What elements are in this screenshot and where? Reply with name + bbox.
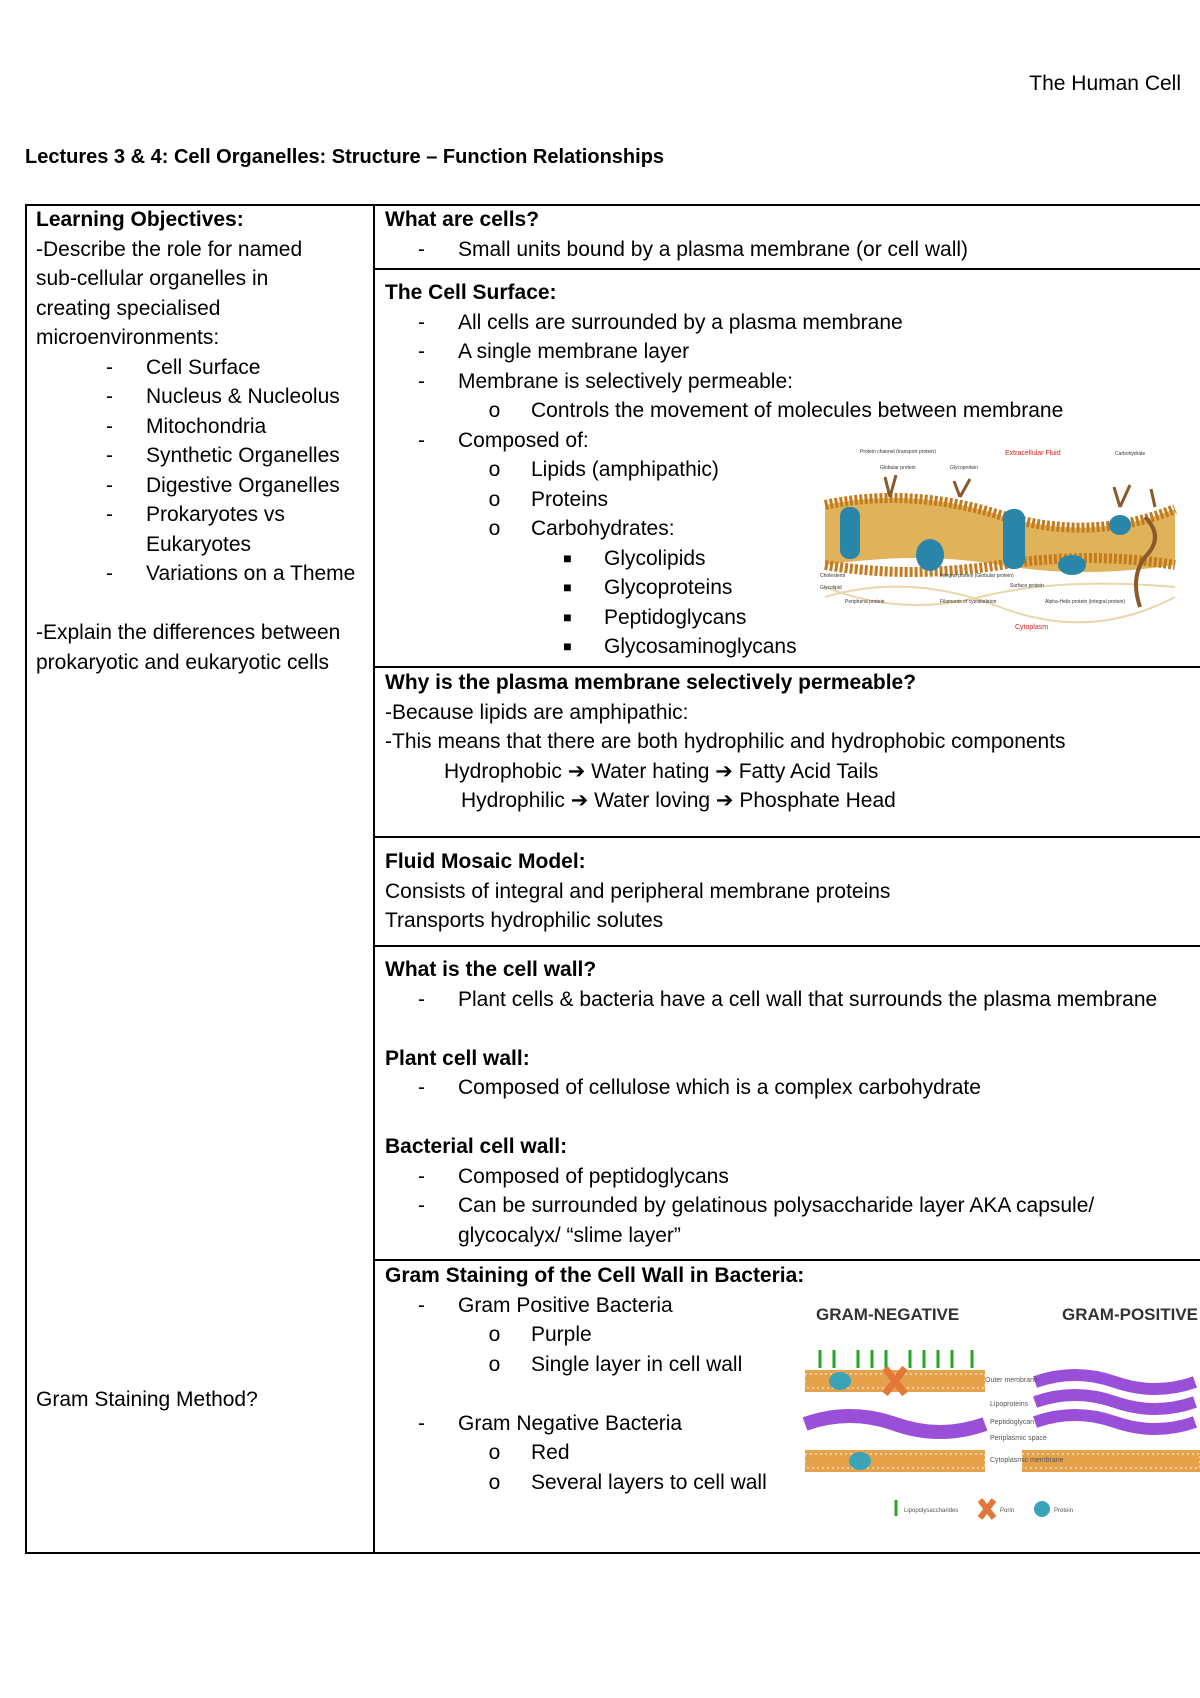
list-item: - Small units bound by a plasma membrane (or cell wall) [418, 237, 969, 261]
list-item: - Composed of: [418, 428, 589, 452]
gram-legend-label: Porin [1000, 1508, 1015, 1514]
list-item: Eukaryotes [146, 532, 252, 556]
hydrophilic-line: Hydrophilic ➔ Water loving ➔ Phosphate Head [461, 789, 896, 812]
list-item: - Composed of peptidoglycans [418, 1164, 729, 1188]
section-heading: The Cell Surface: [385, 281, 557, 304]
plasma-membrane-diagram [820, 447, 1180, 637]
section-heading: Bacterial cell wall: [385, 1135, 568, 1158]
membrane-label: Surface protein [1010, 583, 1044, 589]
gram-layer-label: Cytoplasmic membrane [990, 1457, 1064, 1464]
list-item: glycocalyx/ “slime layer” [458, 1223, 681, 1247]
text-line: -This means that there are both hydrophilic and hydrophobic components [385, 730, 1066, 753]
objective-line: -Describe the role for named [36, 237, 303, 261]
text-line: Consists of integral and peripheral membrane proteins [385, 879, 891, 903]
list-item: - Gram Positive Bacteria [418, 1293, 673, 1317]
gram-legend-label: Protein [1054, 1508, 1074, 1514]
gram-stain-diagram [800, 1302, 1200, 1532]
section-heading: Gram Staining of the Cell Wall in Bacteria: [385, 1264, 805, 1287]
objective-line: sub-cellular organelles in [36, 267, 269, 290]
objectives-heading: Learning Objectives: [36, 208, 244, 231]
list-item: - Synthetic Organelles [106, 444, 340, 467]
extracellular-label: Extracellular Fluid [1005, 450, 1061, 457]
what-are-cells [385, 205, 1200, 264]
list-item: - Can be surrounded by gelatinous polysaccharide layer AKA capsule/ [418, 1194, 1095, 1217]
objective-line: prokaryotic and eukaryotic cells [36, 650, 329, 674]
list-item: - Prokaryotes vs [106, 503, 285, 526]
gram-layer-label: Peptidoglycan [990, 1419, 1034, 1426]
membrane-label: Protein channel (transport protein) [860, 449, 936, 455]
objective-line: -Explain the differences between [36, 621, 341, 644]
column-divider [373, 204, 375, 1554]
objective-line: creating specialised [36, 296, 221, 320]
gram-layer-label: Outer membrane [985, 1377, 1038, 1384]
list-item: o Lipids (amphipathic) [488, 458, 719, 481]
list-item: o Several layers to cell wall [488, 1470, 767, 1494]
row-divider [375, 268, 1200, 270]
list-item: - Gram Negative Bacteria [418, 1411, 683, 1435]
list-item: ■ Glycolipids [563, 546, 706, 570]
page-header: The Human Cell [1029, 72, 1181, 95]
page-title: Lectures 3 & 4: Cell Organelles: Structure – Function Relationships [25, 146, 665, 168]
list-item: ■ Peptidoglycans [563, 605, 747, 629]
gram-method-question: Gram Staining Method? [36, 1388, 258, 1411]
gram-negative-title: GRAM-NEGATIVE [816, 1305, 960, 1324]
list-item: o Purple [488, 1323, 592, 1346]
text-line: -Because lipids are amphipathic: [385, 700, 689, 724]
section-heading: What is the cell wall? [385, 958, 597, 981]
hydrophobic-line: Hydrophobic ➔ Water hating ➔ Fatty Acid Tails [444, 759, 879, 783]
section-heading: Plant cell wall: [385, 1046, 530, 1070]
membrane-label: Carbohydrate [1115, 451, 1146, 457]
gram-legend-label: Lipopolysaccharides [904, 1508, 959, 1514]
list-item: - Composed of cellulose which is a complex carbohydrate [418, 1076, 981, 1099]
cell-wall-section [385, 955, 1200, 1250]
membrane-label: Glycolipid [820, 585, 842, 591]
objective-line: microenvironments: [36, 326, 220, 349]
gram-positive-title: GRAM-POSITIVE [1062, 1305, 1199, 1324]
list-item: - Variations on a Theme [106, 562, 356, 585]
membrane-label: Cholesterol [820, 573, 846, 579]
row-divider [375, 945, 1200, 947]
list-item: o Controls the movement of molecules between membrane [488, 399, 1064, 422]
list-item: ■ Glycosaminoglycans [563, 635, 797, 658]
gram-staining-section [385, 1261, 805, 1497]
list-item: - All cells are surrounded by a plasma membrane [418, 310, 903, 334]
membrane-label: Glycoprotein [950, 465, 979, 471]
list-item: - Digestive Organelles [106, 473, 340, 497]
membrane-label: Alpha-Helix protein (integral protein) [1045, 599, 1126, 605]
list-item: o Proteins [488, 487, 609, 511]
membrane-label: Peripheral protein [845, 599, 885, 605]
list-item: - A single membrane layer [418, 340, 690, 363]
list-item: - Mitochondria [106, 414, 267, 438]
list-item: - Plant cells & bacteria have a cell wall that surrounds the plasma membrane [418, 987, 1158, 1011]
row-divider [375, 836, 1200, 838]
list-item: - Nucleus & Nucleolus [106, 385, 340, 408]
permeability-section [385, 668, 1200, 816]
gram-layer-label: Periplasmic space [990, 1435, 1047, 1442]
list-item: o Single layer in cell wall [488, 1352, 743, 1376]
learning-objectives [36, 205, 366, 677]
list-item: ■ Glycoproteins [563, 576, 733, 599]
section-heading: Why is the plasma membrane selectively permeable? [385, 671, 917, 694]
fluid-mosaic-section [385, 847, 1200, 936]
list-item: - Membrane is selectively permeable: [418, 369, 793, 393]
section-heading: Fluid Mosaic Model: [385, 850, 586, 873]
text-line: Transports hydrophilic solutes [385, 909, 664, 932]
membrane-label: Globular protein [880, 465, 916, 471]
list-item: o Red [488, 1441, 570, 1464]
membrane-label: Filaments of cytoskeleton [940, 599, 997, 605]
gram-layer-label: Lipoproteins [990, 1401, 1029, 1408]
list-item: - Cell Surface [106, 355, 261, 379]
section-heading: What are cells? [385, 208, 540, 231]
cytoplasm-label: Cytoplasm [1015, 624, 1049, 631]
list-item: o Carbohydrates: [488, 517, 675, 540]
membrane-label: Integral protein (Globular protein) [940, 573, 1014, 579]
